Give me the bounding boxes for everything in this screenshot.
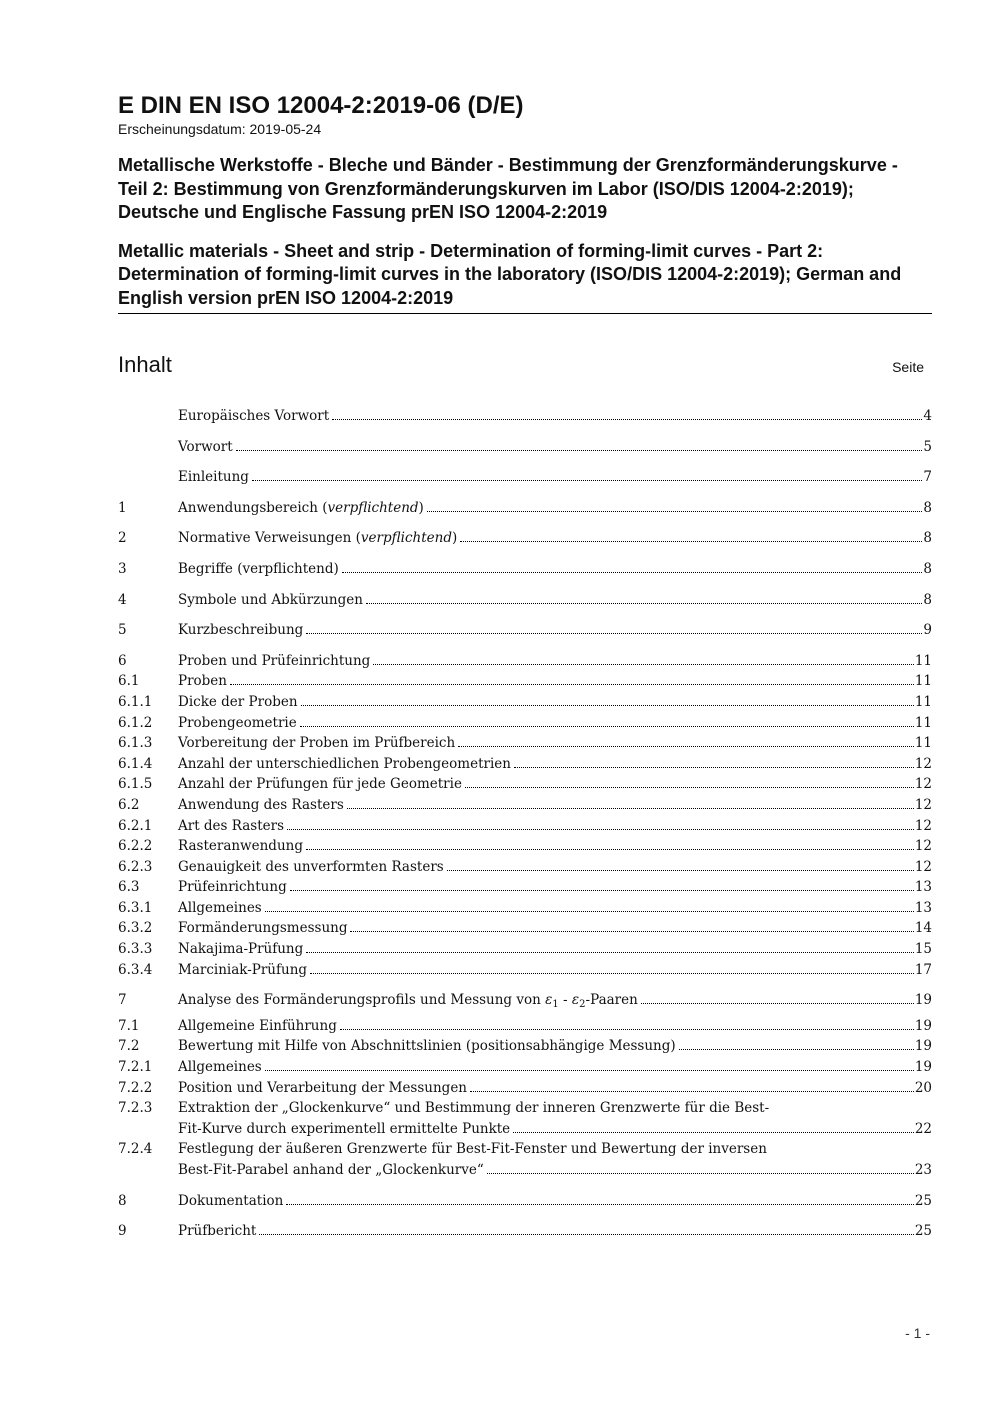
toc-entry[interactable] (118, 1139, 932, 1180)
toc-page: 8 (923, 560, 932, 577)
page-number: - 1 - (905, 1325, 930, 1341)
toc-page: 8 (923, 530, 932, 547)
toc-label: Position und Verarbeitung der Messungen (178, 1079, 467, 1096)
toc-entry[interactable] (118, 836, 932, 857)
toc-page: 11 (914, 673, 932, 690)
toc-label: Begriffe (verpflichtend) (178, 560, 339, 577)
toc-number: 6.1.1 (118, 693, 153, 710)
toc-page: 12 (914, 838, 932, 855)
toc-label: Normative Verweisungen (verpflichtend) (178, 530, 458, 547)
toc-label: Europäisches Vorwort (178, 408, 330, 424)
toc-label: Bewertung mit Hilfe von Abschnittslinien (positionsabhängige Messung) (178, 1038, 676, 1055)
toc-number: 6.2 (118, 796, 140, 813)
toc-entry[interactable] (118, 713, 932, 734)
toc-page: 25 (914, 1192, 932, 1209)
document-page (118, 92, 932, 1242)
toc-number: 6.1.2 (118, 714, 153, 731)
toc-number: 6.3.1 (118, 899, 153, 916)
toc-label: Allgemeine Einführung (178, 1017, 337, 1034)
toc-number: 4 (118, 591, 127, 608)
toc-entry[interactable] (118, 1036, 932, 1057)
toc-page: 19 (914, 1038, 932, 1055)
toc-number: 6.1.4 (118, 755, 153, 772)
toc-label: Dokumentation (178, 1192, 284, 1209)
toc-page: 15 (914, 941, 932, 958)
toc-label: Marciniak-Prüfung (178, 961, 308, 978)
toc-page: 5 (923, 438, 932, 455)
toc-page: 4 (923, 408, 932, 424)
toc-label: Vorbereitung der Proben im Prüfbereich (178, 735, 456, 752)
toc-label: Allgemeines (178, 1059, 262, 1076)
toc-entry[interactable] (118, 590, 932, 611)
toc-number: 7.1 (118, 1017, 140, 1034)
toc-page: 25 (914, 1223, 932, 1240)
toc-entry[interactable] (118, 918, 932, 939)
toc-entry[interactable] (118, 467, 932, 488)
toc-entry[interactable] (118, 692, 932, 713)
toc-page: 9 (923, 622, 932, 639)
toc-page: 20 (914, 1079, 932, 1096)
toc-entry[interactable] (118, 671, 932, 692)
toc-label-line1: Festlegung der äußeren Grenzwerte für Best-Fit-Fenster und Bewertung der inversen (178, 1141, 767, 1158)
toc-number: 6.3.3 (118, 941, 153, 958)
table-of-contents (118, 406, 932, 1242)
toc-label: Probengeometrie (178, 714, 297, 731)
toc-label: Anzahl der Prüfungen für jede Geometrie (178, 776, 462, 793)
toc-entry[interactable] (118, 651, 932, 672)
toc-page: 19 (914, 1017, 932, 1034)
toc-label: Art des Rasters (178, 817, 285, 834)
toc-label: Fit-Kurve durch experimentell ermittelte Punkte (178, 1120, 511, 1137)
document-id: E DIN EN ISO 12004-2:2019-06 (D/E) (118, 92, 524, 119)
toc-page: 17 (914, 961, 932, 978)
toc-label: Symbole und Abkürzungen (178, 591, 363, 608)
toc-page: 23 (914, 1162, 932, 1178)
toc-label: Prüfbericht (178, 1223, 257, 1240)
toc-header (118, 352, 932, 378)
toc-number: 7.2.3 (118, 1100, 153, 1117)
toc-label: Allgemeines (178, 899, 262, 916)
toc-number: 6.2.3 (118, 858, 153, 875)
toc-number: 6.3.4 (118, 961, 153, 978)
toc-page: 11 (914, 735, 932, 752)
toc-entry[interactable] (118, 960, 932, 981)
toc-page: 13 (914, 899, 932, 916)
toc-entry[interactable] (118, 1057, 932, 1078)
toc-entry[interactable] (118, 1016, 932, 1037)
toc-title: Inhalt (118, 352, 172, 377)
toc-entry[interactable] (118, 795, 932, 816)
toc-label: Nakajima-Prüfung (178, 941, 304, 958)
toc-entry[interactable] (118, 1221, 932, 1242)
toc-label: Anzahl der unterschiedlichen Probengeometrien (178, 755, 511, 772)
toc-number: 6 (118, 652, 127, 669)
toc-label: Vorwort (178, 438, 233, 455)
toc-entry[interactable] (118, 857, 932, 878)
toc-page: 12 (914, 755, 932, 772)
toc-label: Prüfeinrichtung (178, 879, 287, 896)
toc-number: 7.2.4 (118, 1141, 153, 1158)
toc-page: 8 (923, 591, 932, 608)
toc-page: 19 (914, 1059, 932, 1076)
toc-entry[interactable] (118, 816, 932, 837)
toc-entry[interactable] (118, 437, 932, 458)
toc-entry[interactable] (118, 528, 932, 549)
toc-entry[interactable] (118, 877, 932, 898)
toc-page: 7 (923, 469, 932, 486)
toc-label: Rasteranwendung (178, 838, 303, 855)
toc-page: 11 (914, 652, 932, 669)
toc-number: 3 (118, 560, 127, 577)
toc-number: 6.3.2 (118, 920, 153, 937)
title-german: Metallische Werkstoffe - Bleche und Bänder - Bestimmung der Grenzformänderungskurve - Teil 2: Bestimmung von Grenzformänderungskurven im Labor (ISO/DIS 12004-2:2019); Deutsche und Englische Fassung prEN ISO 12004-2:2019 (118, 155, 898, 222)
toc-entry[interactable] (118, 1098, 932, 1139)
toc-label: Formänderungsmessung (178, 920, 348, 937)
toc-label: Genauigkeit des unverformten Rasters (178, 858, 444, 875)
toc-label: Analyse des Formänderungsprofils und Messung von $\varepsilon_1$ - $\varepsilon_2$-Paaren (178, 992, 638, 1011)
publication-date: Erscheinungsdatum: 2019-05-24 (118, 121, 322, 137)
toc-entry[interactable] (118, 990, 932, 1016)
toc-entry[interactable] (118, 733, 932, 754)
toc-page: 12 (914, 796, 932, 813)
toc-page: 12 (914, 858, 932, 875)
toc-number: 1 (118, 499, 127, 516)
toc-number: 6.1 (118, 673, 140, 690)
toc-number: 7 (118, 992, 127, 1009)
toc-page: 11 (914, 693, 932, 710)
toc-entry[interactable] (118, 620, 932, 641)
toc-number: 6.1.5 (118, 776, 153, 793)
toc-page: 12 (914, 776, 932, 793)
toc-number: 7.2.1 (118, 1059, 153, 1076)
toc-number: 8 (118, 1192, 127, 1209)
toc-number: 7.2.2 (118, 1079, 153, 1096)
toc-entry[interactable] (118, 898, 932, 919)
toc-number: 7.2 (118, 1038, 140, 1055)
toc-page: 11 (914, 714, 932, 731)
toc-number: 6.1.3 (118, 735, 153, 752)
toc-number: 9 (118, 1223, 127, 1240)
toc-label: Anwendungsbereich (verpflichtend) (178, 499, 424, 516)
toc-page: 8 (923, 499, 932, 516)
toc-page: 22 (914, 1120, 932, 1137)
toc-label: Dicke der Proben (178, 693, 298, 710)
toc-label-line1: Extraktion der „Glockenkurve“ und Bestimmung der inneren Grenzwerte für die Best- (178, 1100, 770, 1117)
toc-entry[interactable] (118, 1191, 932, 1212)
toc-page: 13 (914, 879, 932, 896)
toc-number: 6.3 (118, 879, 140, 896)
toc-page: 12 (914, 817, 932, 834)
toc-number: 6.2.2 (118, 838, 153, 855)
toc-number: 2 (118, 530, 127, 547)
title-english: Metallic materials - Sheet and strip - Determination of forming-limit curves - Part 2: Determination of forming-limit curves in the laboratory (ISO/DIS 12004-2:2019); German and English version prEN ISO 12004-2:2019 (118, 240, 932, 315)
toc-entry[interactable] (118, 559, 932, 580)
toc-entry[interactable] (118, 939, 932, 960)
toc-label: Kurzbeschreibung (178, 622, 304, 639)
toc-entry[interactable] (118, 406, 932, 427)
toc-entry[interactable] (118, 754, 932, 775)
toc-page: 19 (914, 992, 932, 1009)
toc-entry[interactable] (118, 1078, 932, 1099)
toc-label: Proben (178, 673, 227, 690)
toc-page-column-header: Seite (892, 359, 924, 375)
toc-label: Anwendung des Rasters (178, 796, 344, 813)
toc-number: 6.2.1 (118, 817, 153, 834)
toc-entry[interactable] (118, 774, 932, 795)
toc-entry[interactable] (118, 498, 932, 519)
toc-label: Best-Fit-Parabel anhand der „Glockenkurve“ (178, 1162, 484, 1178)
toc-number: 5 (118, 622, 127, 639)
toc-page: 14 (914, 920, 932, 937)
toc-label: Einleitung (178, 469, 249, 486)
toc-label: Proben und Prüfeinrichtung (178, 652, 371, 669)
